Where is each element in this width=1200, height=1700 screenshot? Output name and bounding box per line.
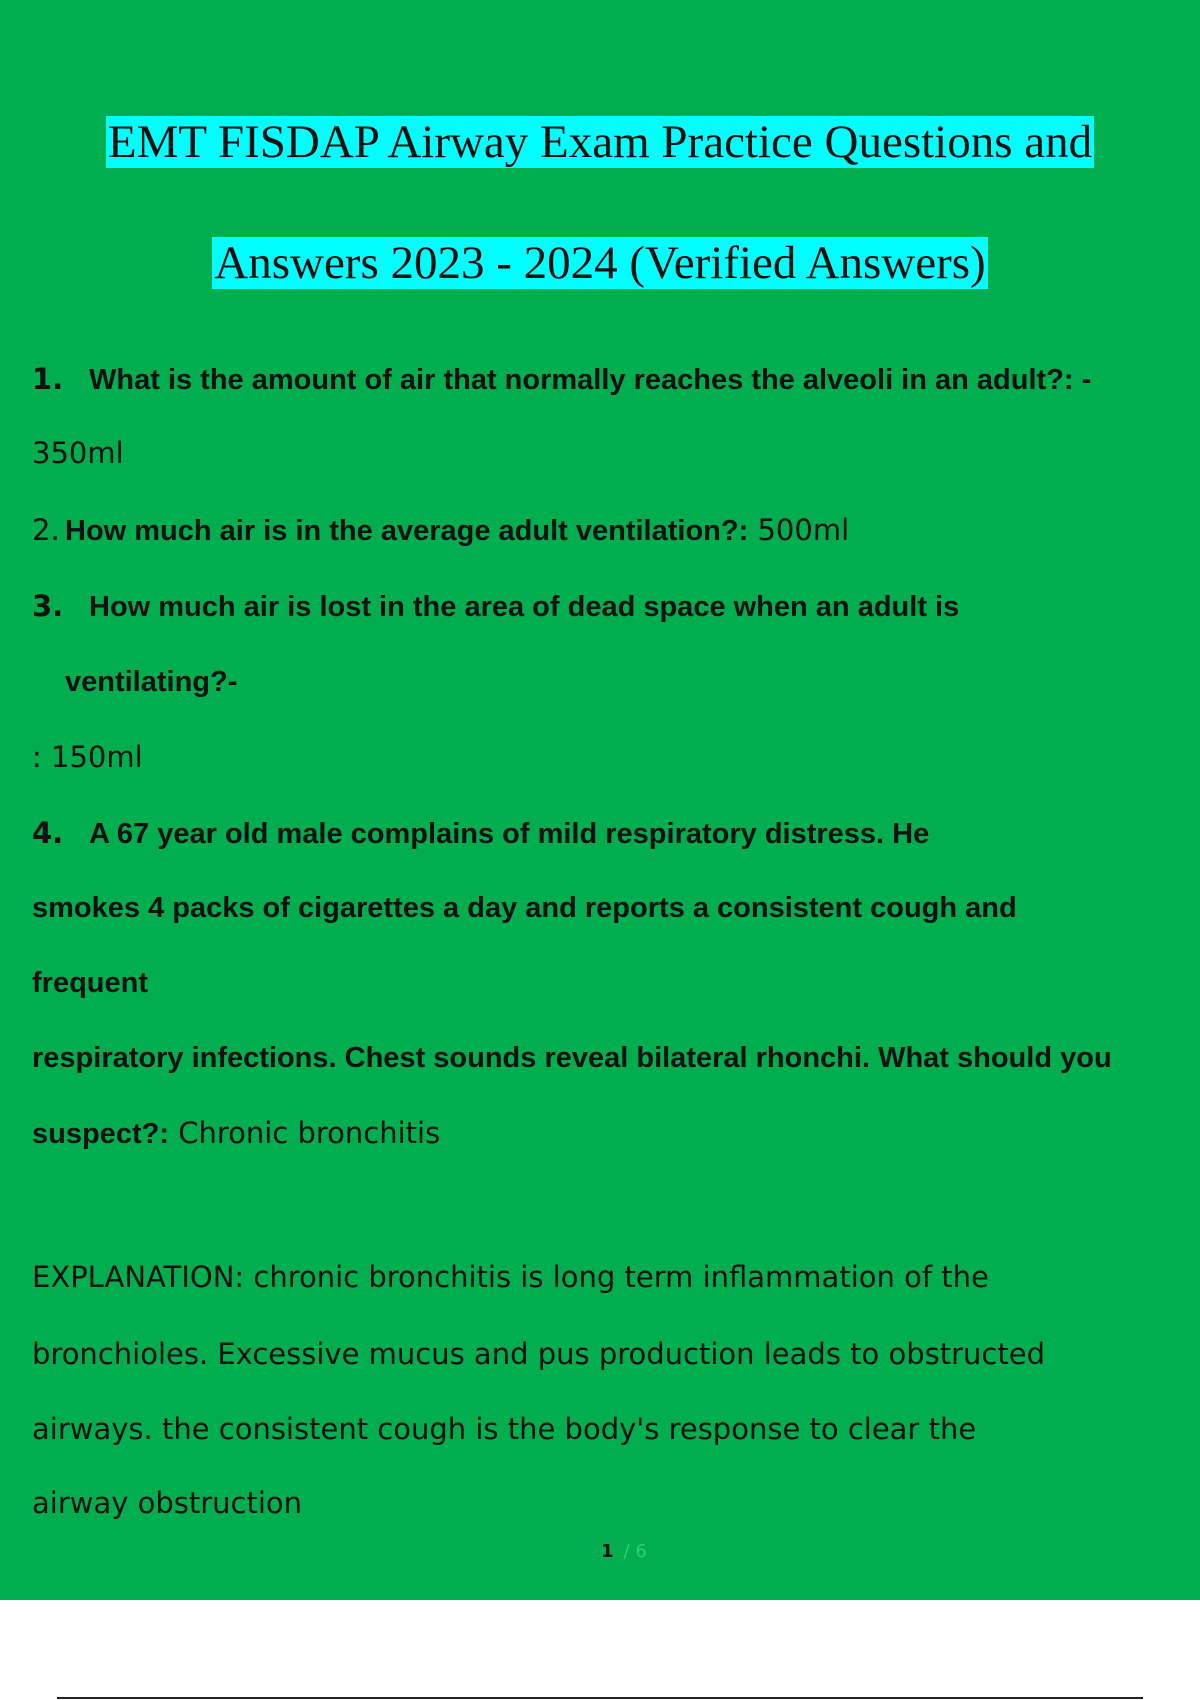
question-text: What is the amount of air that normally reaches the alveoli in an adult?: -: [89, 364, 1092, 396]
question-number: 3.: [32, 589, 64, 623]
answer-1: [32, 435, 124, 471]
question-text-line-1: A 67 year old male complains of mild respiratory distress. He: [89, 818, 930, 850]
question-number: 2.: [32, 513, 60, 547]
question-text-line-2: ventilating?-: [65, 666, 238, 698]
footer-divider: [57, 1697, 1143, 1699]
document-title-line-2: Answers 2023 - 2024 (Verified Answers): [214, 237, 986, 289]
question-4: [32, 815, 929, 852]
document-title-line-1: EMT FISDAP Airway Exam Practice Questions and: [107, 116, 1093, 168]
page-number: [601, 1541, 647, 1562]
question-2: [32, 512, 849, 549]
question-text-line-5: suspect?:: [32, 1118, 169, 1150]
question-4-last-line: [32, 1115, 440, 1152]
question-text-line-3: frequent: [32, 967, 148, 999]
explanation-line-4: airway obstruction: [32, 1486, 303, 1520]
question-text-line-2: smokes 4 packs of cigarettes a day and reports a consistent cough and: [32, 892, 1017, 924]
question-3: [32, 588, 959, 625]
question-text-line-4: respiratory infections. Chest sounds reveal bilateral rhonchi. What should you: [32, 1042, 1112, 1074]
page-number-total: / 6: [623, 1541, 647, 1562]
question-number: 4.: [32, 816, 64, 850]
answer-3: : 150ml: [32, 740, 143, 774]
explanation-line-3: airways. the consistent cough is the body's response to clear the: [32, 1412, 977, 1446]
question-text: How much air is in the average adult ventilation?:: [65, 515, 749, 547]
question-number: 1.: [32, 362, 64, 396]
question-1: [32, 361, 1091, 398]
answer-text: 350ml: [32, 436, 124, 470]
answer-text: Chronic bronchitis: [178, 1116, 441, 1150]
question-text-line-1: How much air is lost in the area of dead space when an adult is: [89, 591, 960, 623]
answer-text: 500ml: [757, 513, 850, 547]
explanation-line-2: bronchioles. Excessive mucus and pus production leads to obstructed: [32, 1337, 1045, 1371]
explanation-line-1: EXPLANATION: chronic bronchitis is long term inflammation of the: [32, 1260, 989, 1294]
page-number-current: 1: [601, 1541, 614, 1562]
